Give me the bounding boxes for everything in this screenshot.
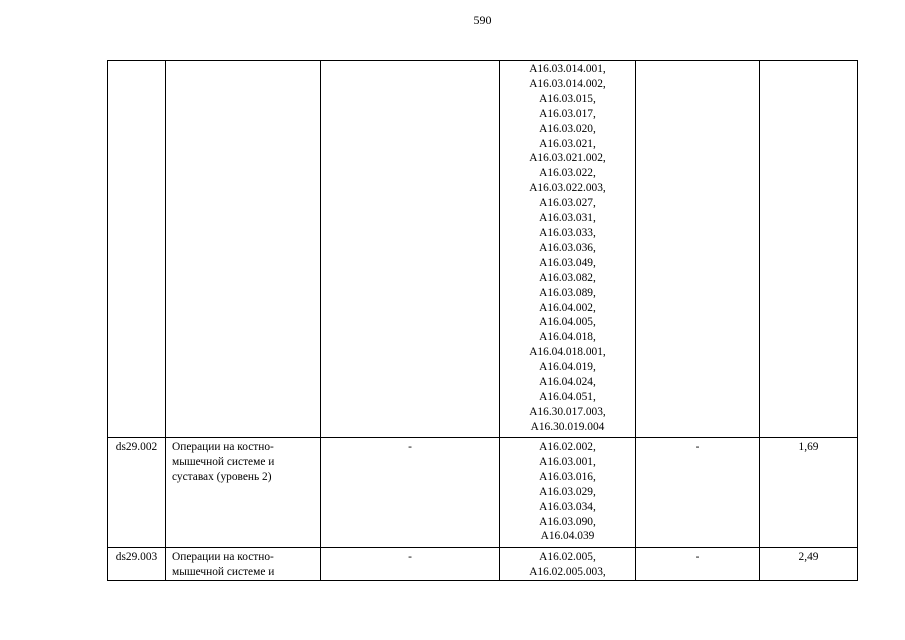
- operation-code: A16.04.019,: [539, 361, 596, 374]
- name-line: Операции на костно-: [172, 441, 274, 453]
- table-row: [108, 438, 858, 548]
- additional-criteria-cell: [636, 61, 760, 438]
- operation-codes-cell: [500, 548, 636, 581]
- operation-code: A16.02.002,: [539, 441, 596, 453]
- operation-codes-cell: [500, 61, 636, 438]
- coefficient-cell: 1,69: [760, 438, 858, 548]
- operation-code: A16.30.019.004: [530, 420, 605, 433]
- operation-code: A16.03.049,: [539, 256, 596, 269]
- additional-criteria-cell: -: [636, 548, 760, 581]
- additional-criteria-cell: -: [636, 438, 760, 548]
- operation-code: A16.03.031,: [539, 212, 596, 225]
- operation-code: A16.03.033,: [539, 226, 596, 239]
- operation-code: A16.02.005.003,: [529, 565, 606, 578]
- table-row: [108, 61, 858, 438]
- name-line: Операции на костно-: [172, 551, 274, 563]
- tariff-table: [107, 60, 858, 581]
- operation-code: A16.03.022,: [539, 167, 596, 180]
- name-cell: [166, 548, 321, 581]
- operation-code: A16.04.018,: [539, 331, 596, 344]
- operation-code: A16.03.021,: [539, 137, 596, 150]
- criteria-cell: -: [321, 548, 500, 581]
- coefficient-cell: 2,49: [760, 548, 858, 581]
- operation-code: A16.03.034,: [539, 500, 596, 513]
- operation-code: A16.04.002,: [539, 301, 596, 314]
- code-cell: [108, 61, 166, 438]
- criteria-cell: -: [321, 438, 500, 548]
- criteria-cell: [321, 61, 500, 438]
- operation-codes-cell: [500, 438, 636, 548]
- operation-code: A16.03.027,: [539, 197, 596, 210]
- operation-code: A16.03.082,: [539, 271, 596, 284]
- name-line: мышечной системе и: [172, 455, 275, 468]
- operation-code: A16.03.021.002,: [529, 152, 606, 165]
- operation-code: A16.30.017.003,: [529, 405, 606, 418]
- operation-code: A16.03.020,: [539, 122, 596, 135]
- operation-code: A16.03.014.002,: [529, 77, 606, 90]
- table-row: [108, 548, 858, 581]
- operation-code: A16.03.016,: [539, 470, 596, 483]
- operation-code: A16.02.005,: [539, 551, 596, 563]
- code-cell: ds29.003: [108, 548, 166, 581]
- operation-code: A16.03.017,: [539, 107, 596, 120]
- name-line: суставах (уровень 2): [172, 470, 272, 483]
- operation-code: A16.03.089,: [539, 286, 596, 299]
- operation-code: A16.04.039: [540, 530, 595, 543]
- name-line: мышечной системе и: [172, 565, 275, 578]
- code-cell: ds29.002: [108, 438, 166, 548]
- operation-code: A16.04.018.001,: [529, 346, 606, 359]
- coefficient-cell: [760, 61, 858, 438]
- operation-code: A16.03.015,: [539, 92, 596, 105]
- name-cell: [166, 61, 321, 438]
- operation-code: A16.04.005,: [539, 316, 596, 329]
- operation-code: A16.03.029,: [539, 485, 596, 498]
- operation-code: A16.03.090,: [539, 515, 596, 528]
- name-cell: [166, 438, 321, 548]
- page-number: 590: [473, 13, 492, 27]
- operation-code: A16.03.036,: [539, 241, 596, 254]
- operation-code: A16.03.022.003,: [529, 182, 606, 195]
- operation-code: A16.03.001,: [539, 455, 596, 468]
- operation-code: A16.04.051,: [539, 390, 596, 403]
- operation-code: A16.03.014.001,: [529, 63, 606, 75]
- operation-code: A16.04.024,: [539, 376, 596, 389]
